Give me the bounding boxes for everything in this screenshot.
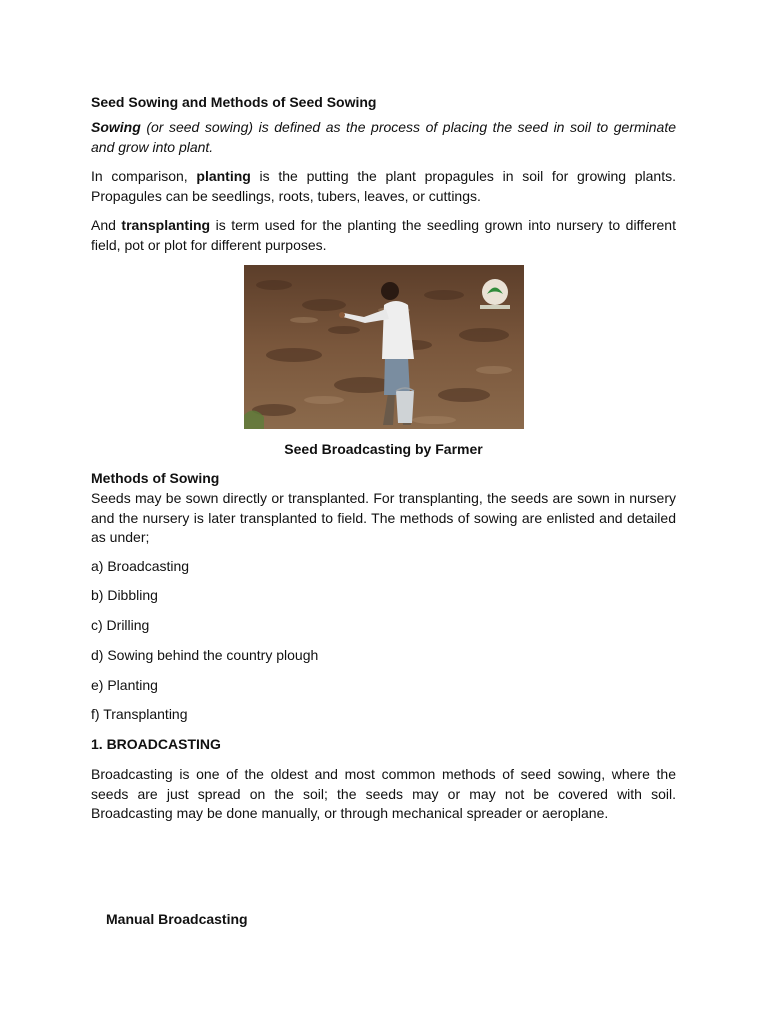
transplanting-term: transplanting [121, 217, 211, 233]
transplanting-prefix: And [91, 217, 122, 233]
comparison-prefix: In comparison, [91, 168, 197, 184]
transplanting-paragraph [91, 216, 676, 255]
list-item: e) Planting [91, 677, 158, 693]
intro-paragraph [91, 118, 676, 157]
figure-caption: Seed Broadcasting by Farmer [284, 441, 483, 457]
broadcasting-paragraph: Broadcasting is one of the oldest and most common methods of seed sowing, where the seeds are just spread on the soil; the seeds may or may not be covered with soil. Broadcasting may be done manually, or through mechanical spreader or aeroplane. [91, 766, 676, 821]
farmer-broadcasting-photo [244, 265, 524, 429]
comparison-term: planting [196, 168, 251, 184]
list-item: c) Drilling [91, 617, 150, 633]
comparison-text: is the putting the plant propagules in soil for growing plants. Propagules can be seedlings, roots, tubers, leaves, or cuttings. [91, 168, 676, 204]
methods-paragraph: Seeds may be sown directly or transplanted. For transplanting, the seeds are sown in nursery and the nursery is later transplanted to field. The methods of sowing are enlisted and detailed as under; [91, 490, 676, 545]
comparison-paragraph [91, 167, 676, 206]
manual-broadcasting-subheading: Manual Broadcasting [106, 911, 248, 927]
methods-heading: Methods of Sowing [91, 470, 220, 486]
broadcasting-heading: 1. BROADCASTING [91, 736, 221, 752]
list-item: a) Broadcasting [91, 558, 190, 574]
document-title: Seed Sowing and Methods of Seed Sowing [91, 94, 377, 110]
intro-text: (or seed sowing) is defined as the process of placing the seed in soil to germinate and grow into plant. [91, 119, 676, 155]
transplanting-text: is term used for the planting the seedling grown into nursery to different field, pot or plot for different purposes. [91, 217, 676, 253]
intro-term: Sowing [91, 119, 141, 135]
list-item: d) Sowing behind the country plough [91, 647, 319, 663]
list-item: b) Dibbling [91, 587, 158, 603]
list-item: f) Transplanting [91, 706, 188, 722]
